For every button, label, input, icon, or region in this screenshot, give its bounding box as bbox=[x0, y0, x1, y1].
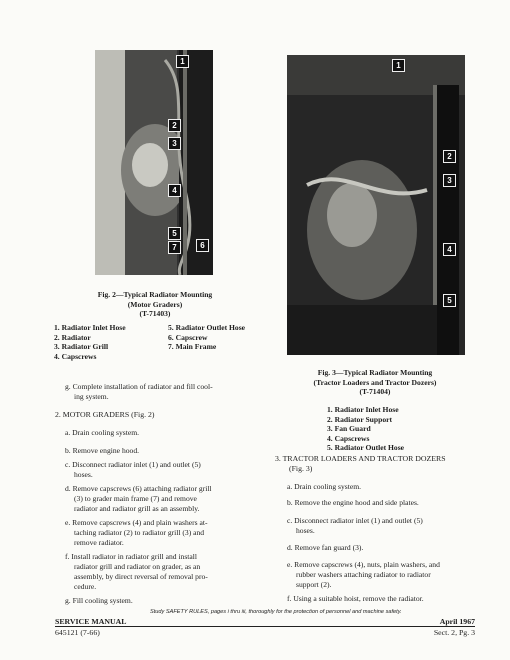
text-line: radiator and radiator grill as an assembly. bbox=[74, 504, 200, 513]
left-step-d bbox=[65, 484, 275, 514]
right-step-e bbox=[287, 560, 487, 590]
text-line: rubber washers attaching radiator to radiator bbox=[296, 570, 431, 579]
left-step-f bbox=[65, 552, 275, 592]
text-line: (3) to grader main frame (7) and remove bbox=[74, 494, 197, 503]
legend-item: 3. Radiator Grill bbox=[54, 342, 109, 351]
text-line: ing system. bbox=[74, 392, 109, 401]
text-line: e. Remove capscrews (4), nuts, plain washers, and bbox=[287, 560, 440, 569]
text-line: cedure. bbox=[74, 582, 97, 591]
right-step-c bbox=[287, 516, 487, 536]
legend-item: 5. Radiator Outlet Hose bbox=[327, 443, 405, 452]
text-line: 3. TRACTOR LOADERS AND TRACTOR DOZERS bbox=[275, 454, 446, 463]
caption-title: Fig. 3—Typical Radiator Mounting bbox=[317, 368, 433, 377]
right-step-a: a. Drain cooling system. bbox=[287, 482, 362, 491]
legend-item: 3. Fan Guard bbox=[327, 424, 371, 433]
footer-rule bbox=[55, 626, 475, 627]
text-line: assembly, by direct reversal of removal pro- bbox=[74, 572, 208, 581]
figure-2-legend-col-1 bbox=[54, 323, 164, 361]
left-step-b: b. Remove engine hood. bbox=[65, 446, 140, 455]
text-line: f. Install radiator in radiator grill and install bbox=[65, 552, 198, 561]
figure-3-photo bbox=[287, 55, 465, 355]
right-step-f: f. Using a suitable hoist, remove the radiator. bbox=[287, 594, 424, 603]
caption-subtitle: (Motor Graders) bbox=[127, 299, 183, 309]
caption-code: (T-71404) bbox=[359, 387, 391, 396]
legend-item: 2. Radiator bbox=[54, 332, 91, 342]
legend-item: 1. Radiator Inlet Hose bbox=[54, 323, 126, 332]
legend-item: 1. Radiator Inlet Hose bbox=[327, 405, 399, 414]
caption-code: (T-71403) bbox=[139, 309, 171, 318]
fig2-callout-7: 7 bbox=[169, 242, 180, 253]
left-step-g: g. Fill cooling system. bbox=[65, 596, 133, 605]
text-line: g. Complete installation of radiator and fill cool- bbox=[65, 382, 213, 391]
left-step-g-top bbox=[65, 382, 275, 402]
fig2-callout-1: 1 bbox=[177, 56, 188, 67]
right-step-b: b. Remove the engine hood and side plates. bbox=[287, 498, 419, 507]
safety-note: Study SAFETY RULES, pages i thru iii, thoroughly for the protection of personnel and machine safety. bbox=[150, 609, 402, 615]
legend-item: 5. Radiator Outlet Hose bbox=[168, 323, 246, 332]
left-step-c bbox=[65, 460, 275, 480]
caption-subtitle: (Tractor Loaders and Tractor Dozers) bbox=[313, 377, 437, 387]
text-line: taching radiator (2) to radiator grill (3) and bbox=[74, 528, 205, 537]
text-line: c. Disconnect radiator inlet (1) and outlet (5) bbox=[287, 516, 423, 525]
text-line: c. Disconnect radiator inlet (1) and outlet (5) bbox=[65, 460, 201, 469]
fig2-callout-6: 6 bbox=[197, 240, 208, 251]
footer-date: April 1967 bbox=[439, 617, 475, 626]
left-step-a: a. Drain cooling system. bbox=[65, 428, 140, 437]
text-line: remove radiator. bbox=[74, 538, 124, 547]
text-line: hoses. bbox=[296, 526, 315, 535]
legend-item: 7. Main Frame bbox=[168, 342, 217, 351]
section-heading-motor-graders: 2. MOTOR GRADERS (Fig. 2) bbox=[55, 410, 155, 419]
figure-2-image bbox=[95, 50, 213, 275]
section-heading-tractors bbox=[275, 454, 485, 474]
fig2-callout-2: 2 bbox=[169, 120, 180, 131]
footer-code: 645121 (7-66) bbox=[55, 628, 100, 637]
caption-title: Fig. 2—Typical Radiator Mounting bbox=[97, 290, 213, 299]
legend-item: 4. Capscrews bbox=[54, 351, 97, 361]
legend-item: 4. Capscrews bbox=[327, 433, 370, 443]
figure-3-caption bbox=[280, 368, 470, 397]
figure-2-legend-col-2 bbox=[168, 323, 288, 352]
fig3-callout-4: 4 bbox=[444, 244, 455, 255]
left-step-e bbox=[65, 518, 275, 548]
text-line: e. Remove capscrews (4) and plain washers at- bbox=[65, 518, 208, 527]
text-line: d. Remove capscrews (6) attaching radiator grill bbox=[65, 484, 212, 493]
right-step-d: d. Remove fan guard (3). bbox=[287, 543, 364, 552]
figure-2-photo bbox=[95, 50, 213, 275]
footer-section: Sect. 2, Pg. 3 bbox=[433, 628, 475, 637]
text-line: (Fig. 3) bbox=[289, 464, 313, 473]
text-line: radiator grill and radiator on grader, as an bbox=[74, 562, 201, 571]
text-line: hoses. bbox=[74, 470, 93, 479]
fig3-callout-2: 2 bbox=[444, 151, 455, 162]
fig3-callout-3: 3 bbox=[444, 175, 455, 186]
text-line: support (2). bbox=[296, 580, 332, 589]
footer-manual: SERVICE MANUAL bbox=[55, 617, 127, 626]
legend-item: 2. Radiator Support bbox=[327, 414, 393, 424]
figure-3-legend bbox=[327, 405, 467, 453]
fig2-callout-3: 3 bbox=[169, 138, 180, 149]
fig2-callout-5: 5 bbox=[169, 228, 180, 239]
fig3-callout-5: 5 bbox=[444, 295, 455, 306]
legend-item: 6. Capscrew bbox=[168, 332, 208, 342]
figure-2-caption bbox=[60, 290, 250, 319]
figure-3-image bbox=[287, 55, 465, 355]
fig2-callout-4: 4 bbox=[169, 185, 180, 196]
fig3-callout-1: 1 bbox=[393, 60, 404, 71]
